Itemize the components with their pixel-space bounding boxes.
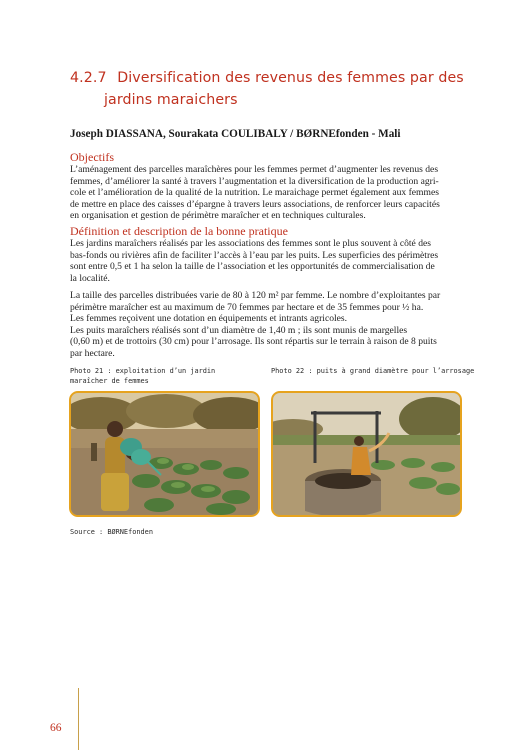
text-line: La taille des parcelles distribuées varie de 80 à 120 m² par femme. Le nombre d’exploitantes par (70, 290, 441, 301)
photo-22-illustration (273, 393, 460, 515)
photo-21-garden (69, 391, 260, 517)
photo-22-caption (271, 366, 474, 376)
caption-line: maraîcher de femmes (70, 377, 149, 385)
text-line: bas-fonds ou rivières afin de faciliter l’accès à l’eau par les puits. Les superficies des périmètres (70, 249, 439, 261)
photo-22-well (271, 391, 462, 517)
caption-line: Photo 21 : exploitation d’un jardin (70, 367, 216, 375)
definition-paragraph-1 (70, 238, 464, 284)
text-line: en organisation et gestion de périmètre maraîcher et en techniques culturales. (70, 210, 366, 222)
author-line: Joseph DIASSANA, Sourakata COULIBALY / BØRNEfonden - Mali (70, 128, 401, 140)
text-line: par hectare. (70, 347, 115, 359)
text-line: Les puits maraîchers réalisés sont d’un diamètre de 1,40 m ; ils sont munis de margelles (70, 324, 408, 336)
objectifs-paragraph (70, 164, 464, 222)
text-line: sont entre 0,5 et 1 ha selon la taille de l’association et les opportunités de commercialisation de (70, 261, 435, 273)
footer-divider (78, 688, 79, 750)
definition-heading: Définition et description de la bonne pratique (70, 224, 288, 238)
text-line: de mettre en place des caisses d’épargne à travers leurs associations, de renforcer leurs capacités (70, 198, 440, 210)
text-line: Les femmes reçoivent une dotation en équipements et intrants agricoles. (70, 313, 348, 325)
section-title-line2: jardins maraichers (104, 92, 238, 108)
text-line: cole et l’amélioration de la qualité de la nutrition. Le maraichage permet également aux femmes (70, 187, 439, 199)
text-line: (0,60 m) et de trottoirs (30 cm) pour l’arrosage. Ils sont répartis sur le terrain à raison de 8 puits (70, 336, 437, 348)
photo-source: Source : BØRNEfonden (70, 528, 153, 536)
section-title (70, 67, 470, 111)
text-line: L’aménagement des parcelles maraîchères pour les femmes permet d’augmenter les revenus des (70, 164, 439, 175)
text-line: femmes, d’améliorer la santé à travers l’augmentation et la diversification de la production agri- (70, 175, 439, 187)
caption-line: Photo 22 : puits à grand diamètre pour l’arrosage (271, 367, 475, 375)
section-number: 4.2.7 (70, 70, 107, 86)
definition-paragraph-2 (70, 290, 464, 360)
text-line: Les jardins maraîchers réalisés par les associations des femmes sont le plus souvent à côté des (70, 238, 431, 249)
section-title-line1: Diversification des revenus des femmes par des (117, 70, 464, 86)
page-number: 66 (50, 722, 62, 734)
text-line: périmètre maraîcher est au maximum de 70 femmes par hectare et de 35 femmes pour ½ ha. (70, 301, 424, 313)
objectifs-heading: Objectifs (70, 150, 114, 164)
photo-21-caption (70, 366, 215, 386)
photo-21-illustration (71, 393, 258, 515)
text-line: la localité. (70, 272, 110, 284)
